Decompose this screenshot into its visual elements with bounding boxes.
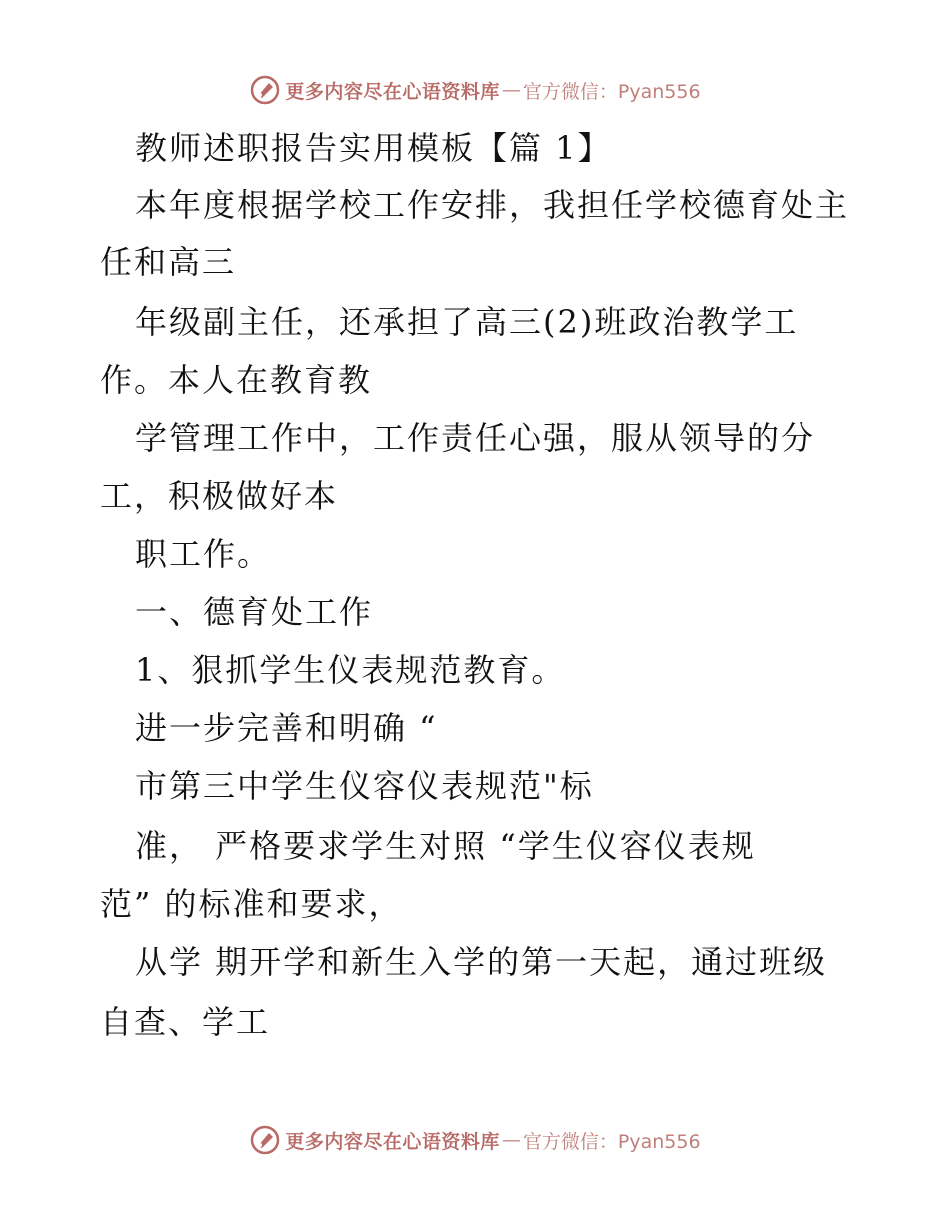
footer-banner xyxy=(0,1120,950,1160)
header-banner xyxy=(0,70,950,110)
document-title: 教师述职报告实用模板【篇 1】 xyxy=(135,129,612,167)
section-heading: 一、德育处工作 xyxy=(135,593,374,631)
paragraph-line: 自查、学工 xyxy=(100,1003,271,1041)
paragraph-line: 学管理工作中，工作责任心强，服从领导的分 xyxy=(135,419,816,457)
paragraph-line: 作。本人在教育教 xyxy=(100,361,373,399)
paragraph-line: 年级副主任，还承担了高三(2)班政治教学工 xyxy=(135,303,799,341)
banner-wechat: 官方微信：Pyan556 xyxy=(522,1130,701,1153)
banner-wechat: 官方微信：Pyan556 xyxy=(522,80,701,103)
subsection-heading: 1、狠抓学生仪表规范教育。 xyxy=(135,651,566,689)
paragraph-line: 任和高三 xyxy=(100,243,237,281)
paragraph-line: 从学 期开学和新生入学的第一天起，通过班级 xyxy=(135,943,828,981)
paragraph-line: 职工作。 xyxy=(135,535,272,573)
paragraph-line: 市第三中学生仪容仪表规范"标 xyxy=(135,767,594,805)
banner-text: 更多内容尽在心语资料库 xyxy=(285,80,500,103)
pen-nib-logo-icon xyxy=(249,74,281,106)
pen-nib-logo-icon xyxy=(249,1124,281,1156)
paragraph-line: 范” 的标准和要求， xyxy=(100,885,403,923)
banner-separator: — xyxy=(501,1129,521,1151)
paragraph-line: 准， 严格要求学生对照 “学生仪容仪表规 xyxy=(135,827,756,865)
paragraph-line: 本年度根据学校工作安排，我担任学校德育处主 xyxy=(135,186,850,224)
paragraph-line: 进一步完善和明确 “ xyxy=(135,709,438,747)
banner-separator: — xyxy=(501,79,521,101)
banner-text: 更多内容尽在心语资料库 xyxy=(285,1130,500,1153)
paragraph-line: 工，积极做好本 xyxy=(100,477,339,515)
